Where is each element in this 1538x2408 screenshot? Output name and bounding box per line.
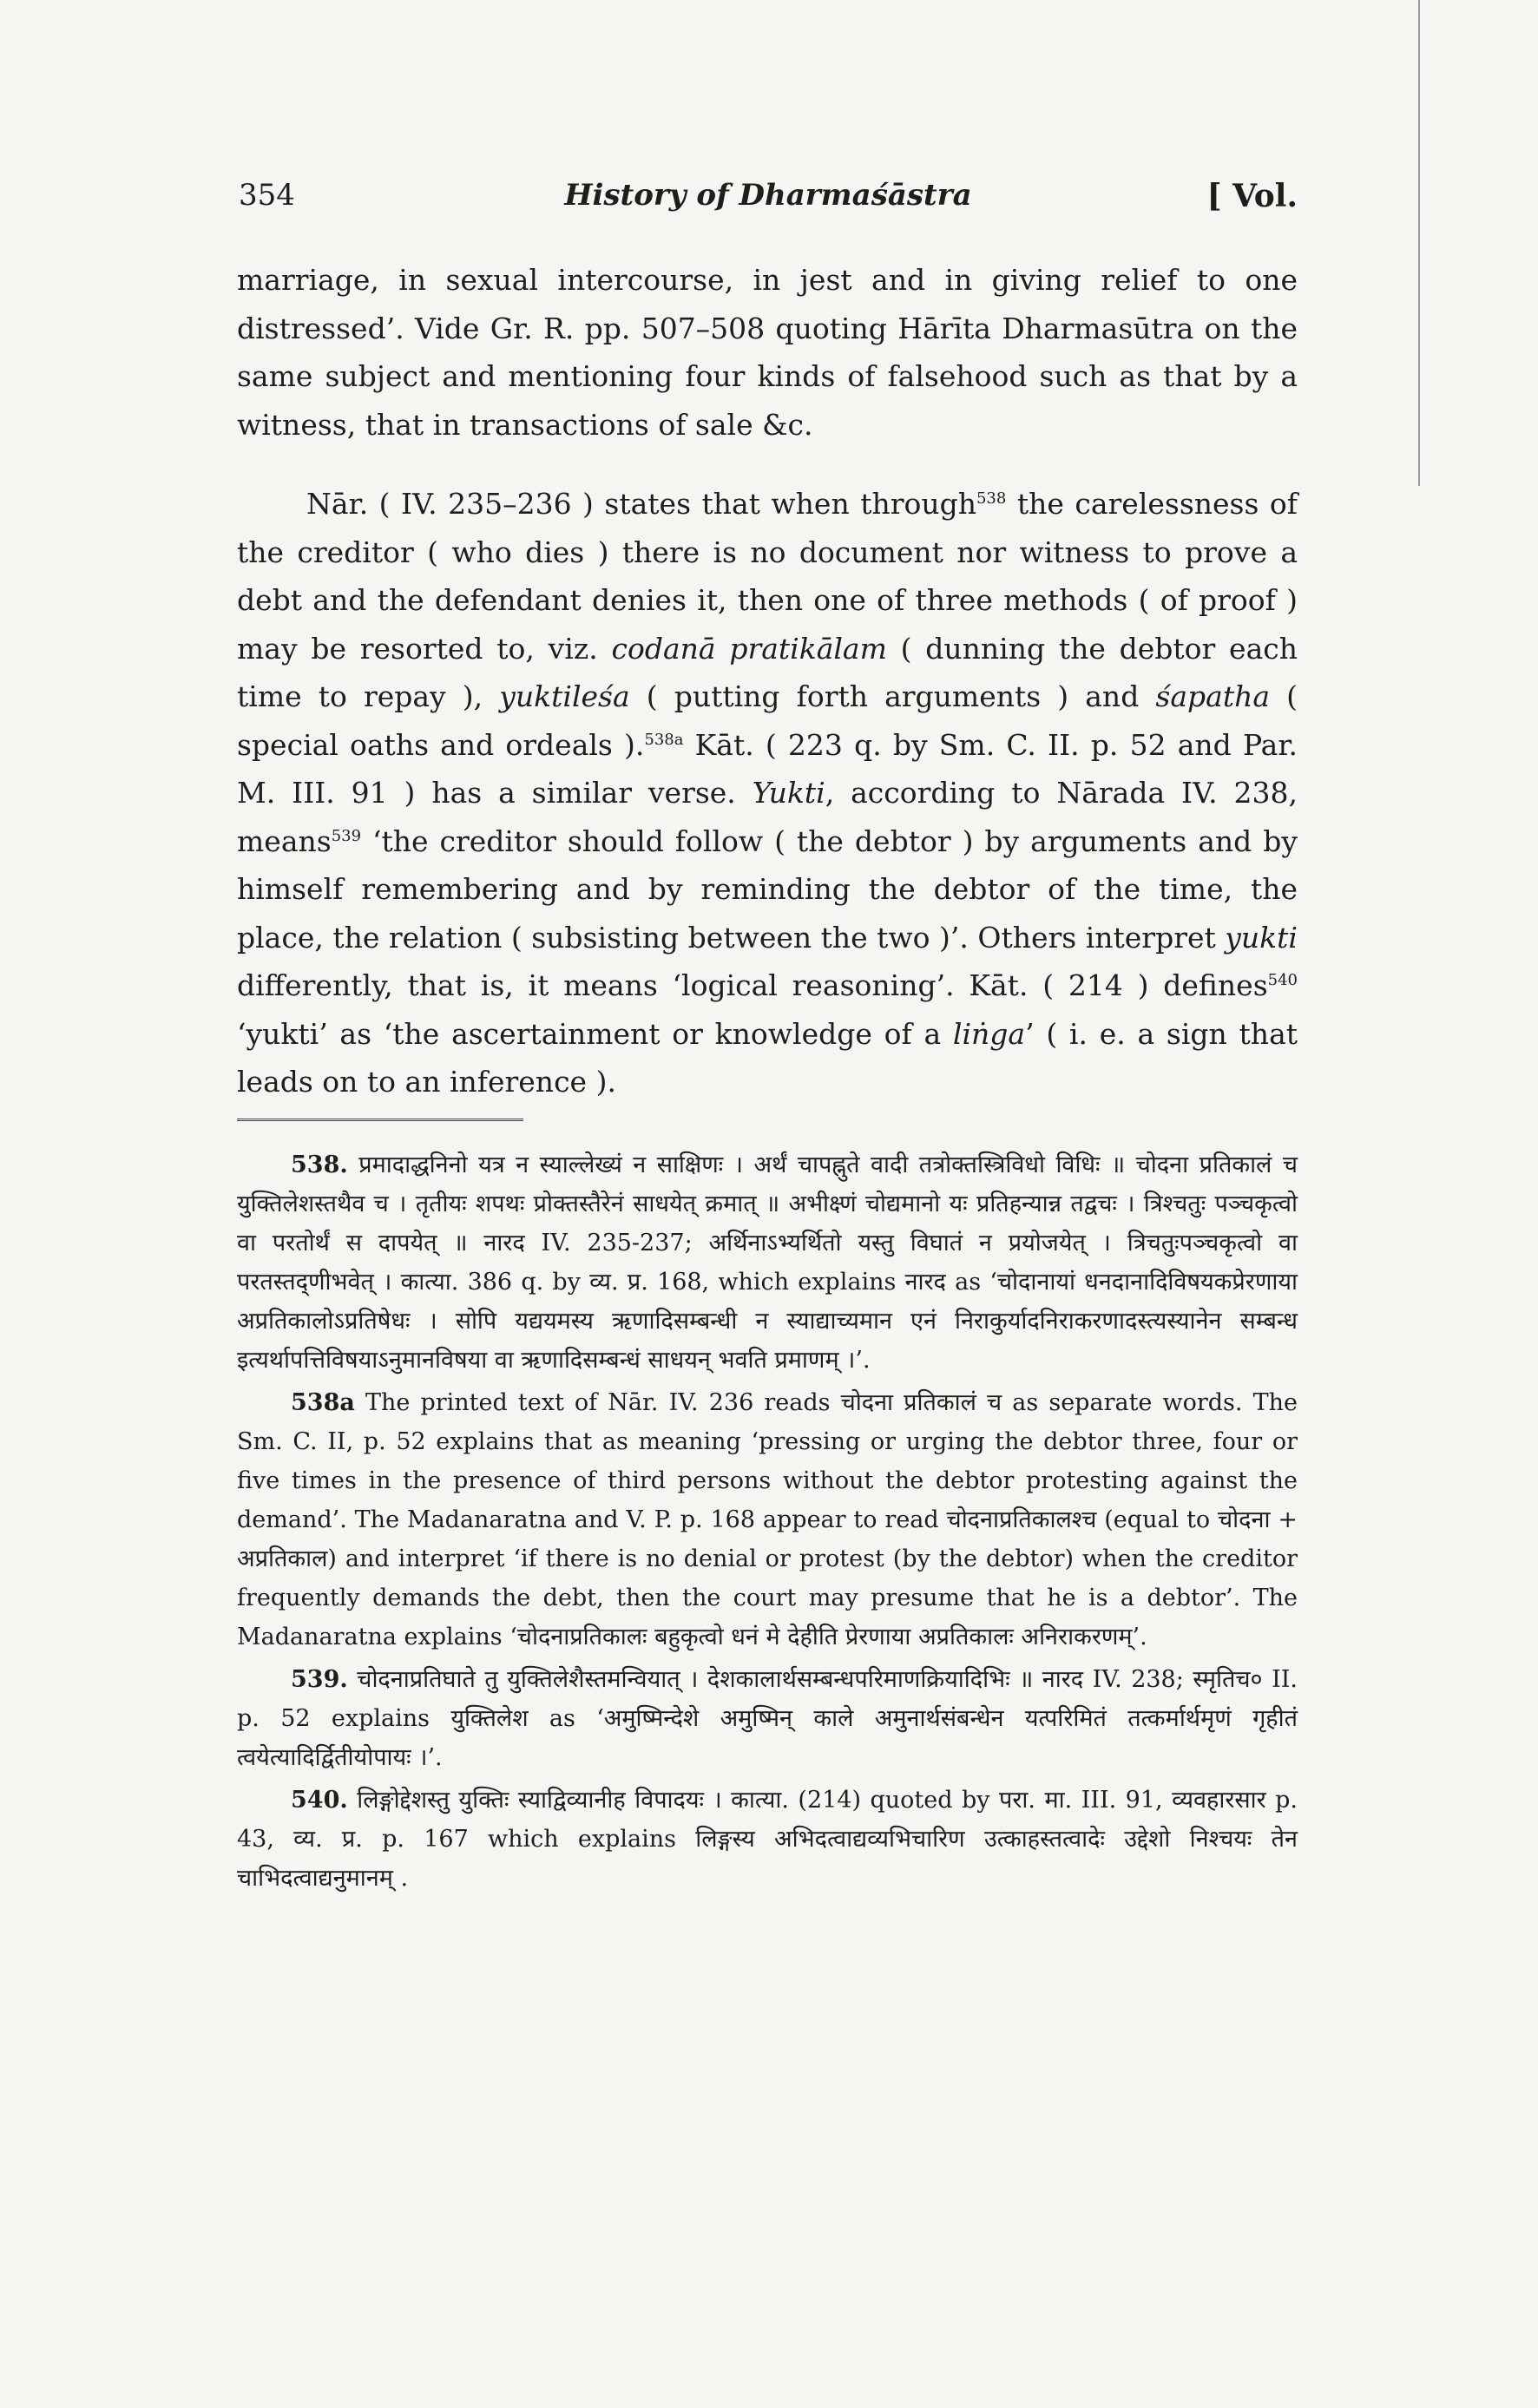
page-header	[239, 178, 1298, 230]
footnote-number: 538.	[291, 1151, 348, 1178]
paragraph-2: Nār. ( IV. 235–236 ) states that when through$^{538}$ the carelessness of the creditor ( who dies ) there is no document nor witness to prove a debt and the defendant denies it, then one of three methods ( of proof ) may be resorted to, viz. codanā pratikālam ( dunning the debtor each time to repay ), yuktileśa ( putting forth arguments ) and śapatha ( special oaths and ordeals ).$^{538a}$ Kāt. ( 223 q. by Sm. C. II. p. 52 and Par. M. III. 91 ) has a similar verse. Yukti, according to Nārada IV. 238, means$^{539}$ ‘the creditor should follow ( the debtor ) by arguments and by himself remembering and by reminding the debtor of the time, the place, the relation ( subsisting between the two )’. Others interpret yukti differently, that is, it means ‘logical reasoning’. Kāt. ( 214 ) defines$^{540}$ ‘yukti’ as ‘the ascertainment or knowledge of a liṅga’ ( i. e. a sign that leads on to an inference ).	[237, 487, 1298, 1099]
footnote-ref-538a: 538a	[644, 730, 684, 749]
volume-marker: [ Vol.	[1206, 178, 1298, 214]
term-linga: liṅga	[952, 1016, 1026, 1051]
term-yukti: Yukti	[752, 776, 825, 810]
page-body	[237, 256, 1298, 1898]
footnote-ref-538: 538	[976, 489, 1007, 508]
footnote-ref-539: 539	[331, 826, 362, 845]
footnote-540	[237, 1781, 1298, 1898]
footnote-number: 538a	[291, 1388, 355, 1416]
footnote-text: चोदनाप्रतिघाते तु युक्तिलेशैस्तमन्वियात् । देशकालार्थसम्बन्धपरिमाणक्रियादिभिः ॥ नारद IV. 238; स्मृतिच० II. p. 52 explains युक्तिलेश as ‘अमुष्मिन्देशे अमुष्मिन् काले अमुनार्थसंबन्धेन यत्परिमितं तत्कर्मार्थमृणं गृहीतं त्वयेत्यादिर्द्वितीयोपायः ।’.	[237, 1665, 1298, 1771]
term-yuktilesa: yuktileśa	[499, 679, 630, 713]
footnote-text: प्रमादाद्धनिनो यत्र न स्याल्लेख्यं न साक्षिणः । अर्थं चापह्नुते वादी तत्रोक्तस्त्रिविधो विधिः ॥ चोदना प्रतिकालं च युक्तिलेशस्तथैव च । तृतीयः शपथः प्रोक्तस्तैरेनं साधयेत् क्रमात् ॥ अभीक्ष्णं चोद्यमानो यः प्रतिहन्यान्न तद्वचः । त्रिश्चतुः पञ्चकृत्वो वा परतोर्थं स दापयेत् ॥ नारद IV. 235-237; अर्थिनाऽभ्यर्थितो यस्तु विघातं न प्रयोजयेत् । त्रिचतुःपञ्चकृत्वो वा परतस्तद्‌णीभवेत् । कात्या. 386 q. by व्य. प्र. 168, which explains नारद as ‘चोदानायां धनदानादिविषयकप्रेरणाया अप्रतिकालोऽप्रतिषेधः । सोपि यद्ययमस्य ऋणादिसम्बन्धी न स्याद्याच्यमान एनं निराकुर्यादनिराकरणादस्त्यस्यानेन सम्बन्ध इत्यर्थापत्तिविषयाऽनुमानविषया वा ऋणादिसम्बन्धं साधयन् भवति प्रमाणम् ।’.	[237, 1151, 1298, 1374]
footnote-divider	[237, 1119, 523, 1121]
footnote-text: लिङ्गोद्देशस्तु युक्तिः स्याद्विव्यानीह विपादयः । कात्या. (214) quoted by परा. मा. III. 91, व्यवहारसार p. 43, व्य. प्र. p. 167 which explains लिङ्गस्य अभिदत्वाद्यव्यभिचारिण उत्काहस्तत्वादेः उद्देशो निश्चयः तेन चाभिदत्वाद्यनुमानम् .	[237, 1786, 1298, 1892]
footnote-number: 539.	[291, 1665, 348, 1693]
footnote-538	[237, 1145, 1298, 1380]
paragraph-1: marriage, in sexual intercourse, in jest and in giving relief to one distressed’. Vide Gr. R. pp. 507–508 quoting Hārīta Dharmasūtra on the same subject and mentioning four kinds of falsehood such as that by a witness, that in transactions of sale &c.	[237, 263, 1298, 442]
page-number: 354	[239, 178, 295, 213]
term-sapatha: śapatha	[1155, 679, 1271, 713]
footnote-text: The printed text of Nār. IV. 236 reads चोदना प्रतिकालं च as separate words. The Sm. C. II, p. 52 explains that as meaning ‘pressing or urging the debtor three, four or five times in the presence of third persons without the debtor protesting against the demand’. The Madanaratna and V. P. p. 168 appear to read चोदनाप्रतिकालश्च (equal to चोदना + अप्रतिकाल) and interpret ‘if there is no denial or protest (by the debtor) when the creditor frequently demands the debt, then the court may presume that he is a debtor’. The Madanaratna explains ‘चोदनाप्रतिकालः बहुकृत्वो धनं मे देहीति प्रेरणाया अप्रतिकालः अनिराकरणम्’.	[237, 1388, 1298, 1650]
footnote-538a	[237, 1383, 1298, 1657]
footnote-ref-540: 540	[1267, 971, 1298, 989]
footnote-539	[237, 1660, 1298, 1777]
term-yukti-2: yukti	[1225, 920, 1298, 955]
page-edge-line	[1418, 0, 1420, 486]
term-codana-pratikalam: codanā pratikālam	[611, 631, 887, 666]
footnote-number: 540.	[291, 1786, 348, 1814]
running-title: History of Dharmaśāstra	[564, 178, 972, 213]
